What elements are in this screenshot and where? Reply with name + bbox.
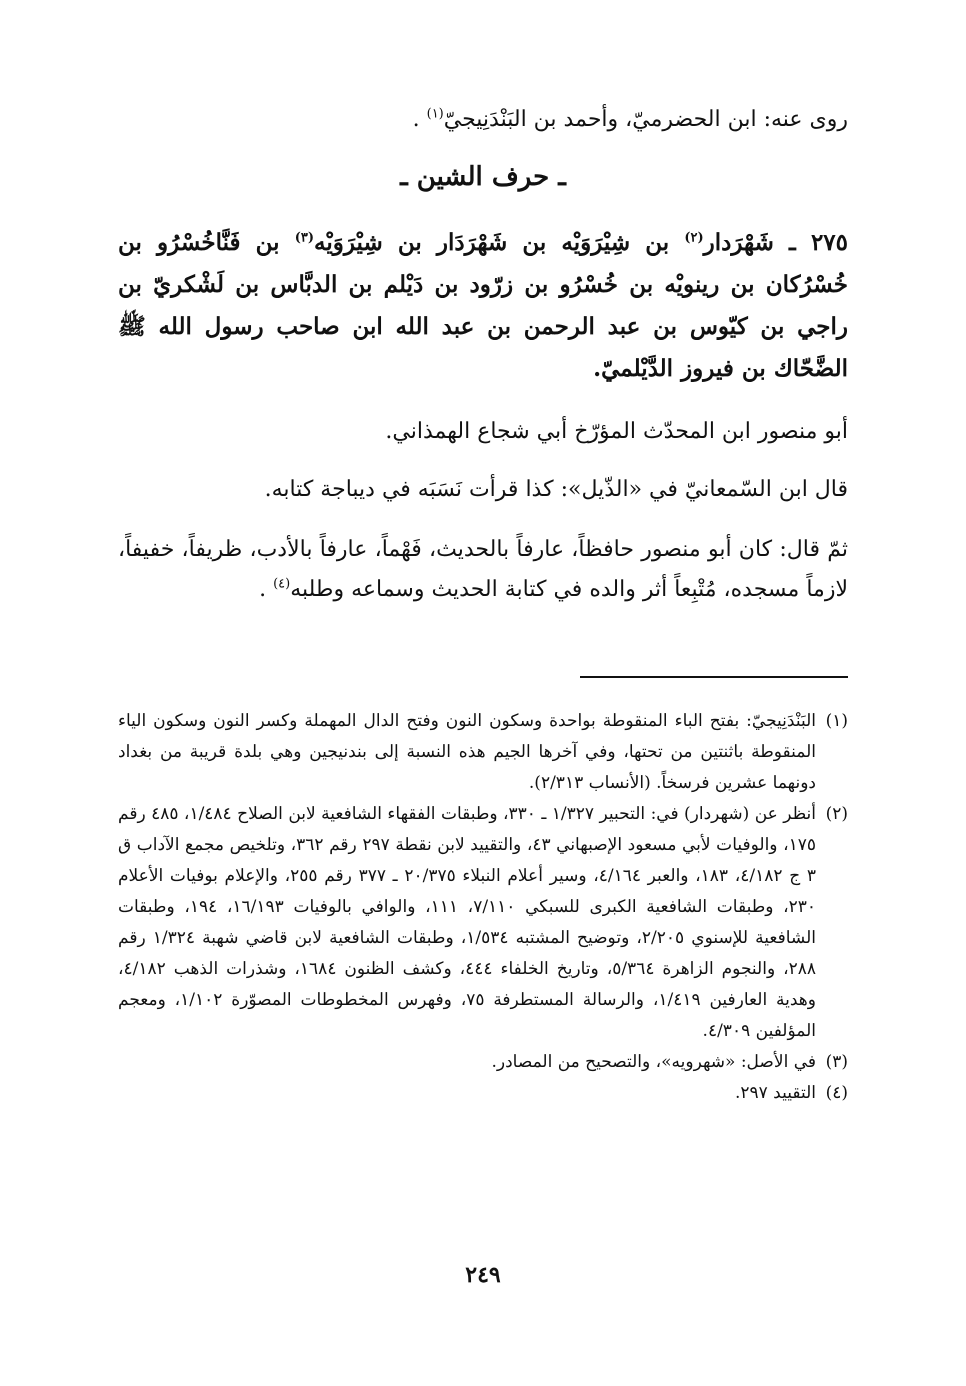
footnotes bbox=[118, 706, 848, 1109]
footnote-ref-3[interactable]: (٣) bbox=[294, 230, 314, 246]
footnote-number: (٣) bbox=[825, 1052, 848, 1072]
footnote-number: (١) bbox=[825, 711, 848, 731]
footnote-ref-4[interactable]: (٤) bbox=[273, 576, 291, 592]
footnote-ref-1[interactable]: (١) bbox=[426, 106, 444, 122]
line-then: ثمّ قال: كان أبو منصور حافظاً، عارفاً بالحديث، فَهْماً، عارفاً بالأدب، ظريفاً، خفيفاً، لازماً مسجده، مُتْبِعاً أثر والده في كتابة الحديث وسماعه وطلبه$^{(٤)}$ . bbox=[118, 537, 848, 602]
entry-275: ٢٧٥ ـ شَهْرَدار$^{(٢)}$ بن شِيْرَوَيْه بن شَهْرَدَار بن شِيْرَوَيْه$^{(٣)}$ بن فَنَّاخُسْرُو بن خُسْرُكان بن رينويْه بن خُسْرُو بن زرّود بن دَيْلم بن الدبَّاس بن لَشْكريّ بن راجي بن كيّوس بن عبد الرحمن بن عبد الله ابن صاحب رسول الله ﷺ الضَّحّاك بن فيروز الدَّيْلميّ. bbox=[118, 229, 848, 382]
footnote-separator bbox=[580, 676, 848, 678]
footnote-2: (٢) أنظر عن (شهردار) في: التحبير ١/٣٢٧ ـ ٣٣٠، وطبقات الفقهاء الشافعية لابن الصلاح ١/٤٨٤، ٤٨٥ رقم ١٧٥، والوفيات لأبي مسعود الإصبهاني ٤٣، والتقييد لابن نقطة ٢٩٧ رقم ٣٦٢، وتلخيص مجمع الآداب ق ٣ ج ٤/١٨٢، ١٨٣، والعبر ٤/١٦٤، وسير أعلام النبلاء ٢٠/٣٧٥ ـ ٣٧٧ رقم ٢٥٥، والإعلام بوفيات الأعلام ٢٣٠، وطبقات الشافعية الكبرى للسبكي ٧/١١٠، ١١١، والوافي بالوفيات ١٦/١٩٣، ١٩٤، وطبقات الشافعية للإسنوي ٢/٢٠٥، وتوضيح المشتبه ١/٥٣٤، وطبقات الشافعية لابن قاضي شهبة ١/٣٢٤ رقم ٢٨٨، والنجوم الزاهرة ٥/٣٦٤، وتاريخ الخلفاء ٤٤٤، وكشف الظنون ١٦٨٤، وشذرات الذهب ٤/١٨٢، وهدية العارفين ١/٤١٩، والرسالة المستطرفة ٧٥، وفهرس المخطوطات المصوّرة ١/١٠٢، ومعجم المؤلفين ٤/٣٠٩. bbox=[118, 799, 848, 1047]
intro-line: روى عنه: ابن الحضرميّ، وأحمد بن البَنْدَنِيجيّ$^{(١)}$ . bbox=[412, 106, 848, 132]
line-kunya: أبو منصور ابن المحدّث المؤرّخ أبي شجاع الهمذاني. bbox=[385, 419, 848, 444]
footnote-number: (٢) bbox=[825, 804, 848, 824]
footnote-number: (٤) bbox=[825, 1083, 848, 1103]
line-samani: قال ابن السّمعانيّ في «الذّيل»: كذا قرأت نَسَبَه في ديباجة كتابه. bbox=[264, 477, 848, 502]
footnote-1: (١) البَنْدَنِيجيّ: بفتح الباء المنقوطة بواحدة وسكون النون وفتح الدال المهملة وكسر النون وسكون الياء المنقوطة باثنتين من تحتها، وفي آخرها الجيم هذه النسبة إلى بندنيجين وهي بلدة قريبة من بغداد دونهما عشرين فرسخاً. (الأنساب ٢/٣١٣). bbox=[118, 706, 848, 799]
footnote-ref-2[interactable]: (٢) bbox=[684, 230, 704, 246]
footnote-3: (٣) في الأصل: «شهرويه»، والتصحيح من المصادر. bbox=[118, 1047, 848, 1078]
footnote-4: (٤) التقييد ٢٩٧. bbox=[118, 1078, 848, 1109]
page-number: ٢٤٩ bbox=[465, 1262, 501, 1288]
section-heading: ـ حرف الشين ـ bbox=[400, 162, 566, 192]
